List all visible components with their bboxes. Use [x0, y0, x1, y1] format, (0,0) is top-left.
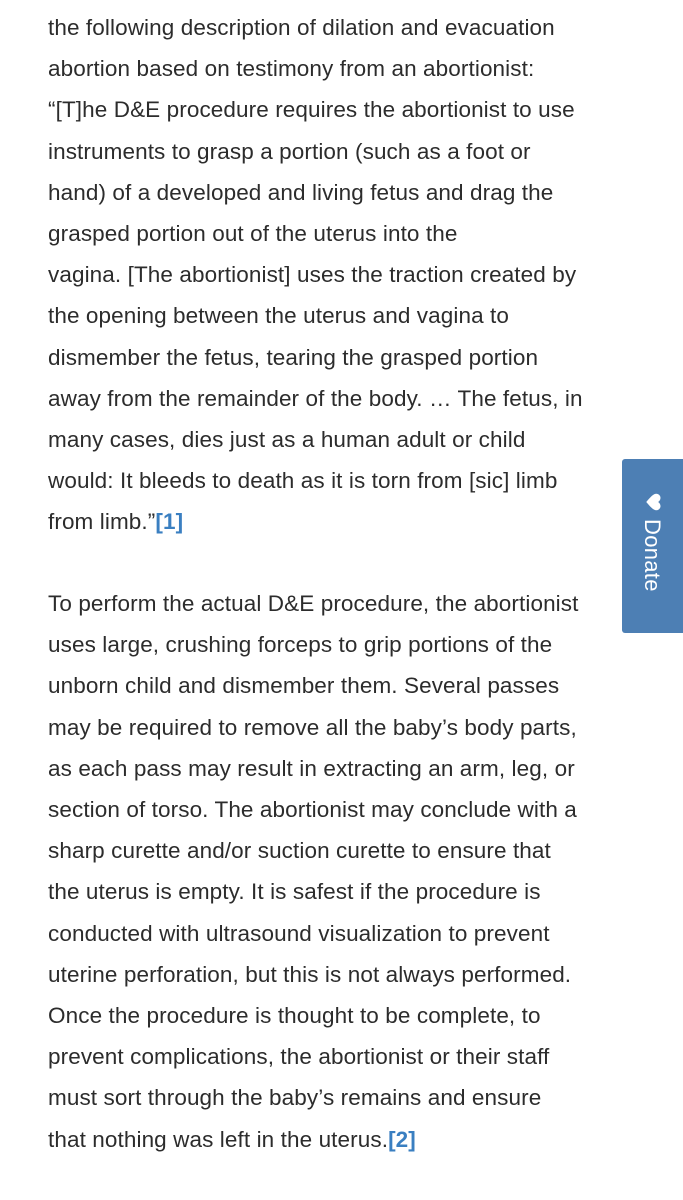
- text-line: uses large, crushing forceps to grip portions of the: [48, 632, 553, 658]
- text-line: prevent complications, the abortionist or their staff: [48, 1044, 550, 1070]
- text-line: would: It bleeds to death as it is torn from [sic] limb: [48, 468, 558, 494]
- text-line: many cases, dies just as a human adult or child: [48, 427, 526, 453]
- heart-icon: [644, 493, 662, 511]
- text-line: abortion based on testimony from an abortionist:: [48, 56, 535, 82]
- text-line: Once the procedure is thought to be complete, to: [48, 1003, 541, 1029]
- text-line-last: [48, 501, 648, 542]
- footnote-link-1[interactable]: [1]: [155, 509, 184, 535]
- donate-label: Donate: [640, 519, 665, 592]
- text-line: hand) of a developed and living fetus and drag the: [48, 179, 554, 205]
- text-line: vagina. [The abortionist] uses the traction created by: [48, 262, 577, 288]
- text-line: the following description of dilation and evacuation: [48, 15, 555, 40]
- text-line-last: [48, 1119, 648, 1160]
- paragraph-2: [48, 583, 648, 1160]
- text-line: the uterus is empty. It is safest if the procedure is: [48, 879, 541, 905]
- paragraph-1: [48, 7, 648, 543]
- text-fragment: that nothing was left in the uterus.: [48, 1126, 389, 1152]
- text-line: To perform the actual D&E procedure, the abortionist: [48, 591, 579, 616]
- footnote-link-2[interactable]: [2]: [388, 1126, 416, 1152]
- text-line: the opening between the uterus and vagina to: [48, 303, 510, 329]
- text-line: dismember the fetus, tearing the grasped portion: [48, 344, 539, 370]
- text-line: section of torso. The abortionist may conclude with a: [48, 797, 577, 823]
- text-line: unborn child and dismember them. Several passes: [48, 673, 560, 699]
- text-fragment: from limb.”: [48, 509, 156, 535]
- text-line: grasped portion out of the uterus into the: [48, 221, 458, 247]
- donate-button[interactable]: [622, 459, 683, 633]
- article-body: [48, 7, 648, 1152]
- text-line: uterine perforation, but this is not always performed.: [48, 961, 572, 987]
- text-line: conducted with ultrasound visualization to prevent: [48, 920, 550, 946]
- text-line: as each pass may result in extracting an arm, leg, or: [48, 755, 575, 781]
- text-line: sharp curette and/or suction curette to ensure that: [48, 838, 551, 864]
- text-line: “[T]he D&E procedure requires the abortionist to use: [48, 97, 575, 123]
- text-line: instruments to grasp a portion (such as a foot or: [48, 138, 531, 164]
- text-line: must sort through the baby’s remains and ensure: [48, 1085, 542, 1111]
- text-line: may be required to remove all the baby’s body parts,: [48, 714, 577, 740]
- text-line: away from the remainder of the body. … The fetus, in: [48, 385, 583, 411]
